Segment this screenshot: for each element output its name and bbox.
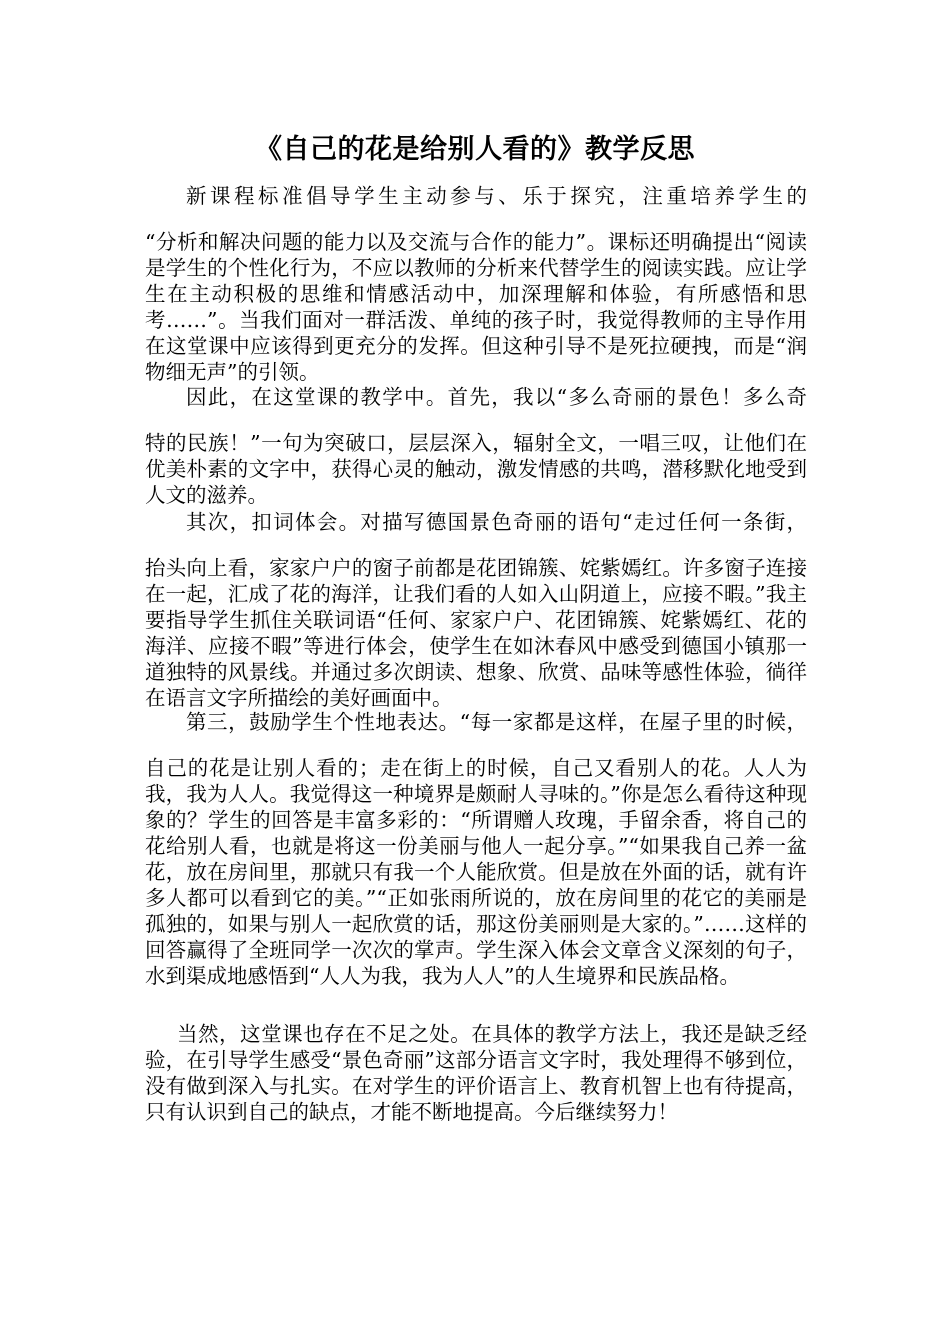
- paragraph-2-body: 特的民族！”一句为突破口，层层深入，辐射全文，一唱三叹，让他们在优美朴素的文字中，获得心灵的触动，激发情感的共鸣，潜移默化地受到人文的滋养。: [145, 431, 807, 507]
- paragraph-1: [145, 183, 807, 385]
- paragraph-1-first-line: 新课程标准倡导学生主动参与、乐于探究，注重培养学生的: [186, 184, 807, 208]
- paragraph-1-body: “分析和解决问题的能力以及交流与合作的能力”。课标还明确提出“阅读是学生的个性化行为，不应以教师的分析来代替学生的阅读实践。应让学生在主动积极的思维和情感活动中，加深理解和体验，有所感悟和思考……”。当我们面对一群活泼、单纯的孩子时，我觉得教师的主导作用在这堂课中应该得到更充分的发挥。但这种引导不是死拉硬拽，而是“润物细无声”的引领。: [145, 230, 807, 384]
- paragraph-4: [145, 709, 807, 989]
- paragraph-3-first-line: 其次，扣词体会。对描写德国景色奇丽的语句“走过任何一条街，: [186, 510, 807, 534]
- paragraph-3: [145, 509, 807, 711]
- paragraph-2-first-line: 因此，在这堂课的教学中。首先，我以“多么奇丽的景色！多么奇: [186, 385, 807, 409]
- paragraph-4-first-line: 第三，鼓励学生个性地表达。“每一家都是这样，在屋子里的时候，: [186, 710, 807, 734]
- paragraph-5: 当然，这堂课也存在不足之处。在具体的教学方法上，我还是缺乏经验，在引导学生感受“景色奇丽”这部分语言文字时，我处理得不够到位，没有做到深入与扎实。在对学生的评价语言上、教育机智上也有待提高，只有认识到自己的缺点，才能不断地提高。今后继续努力！: [145, 1022, 807, 1124]
- paragraph-4-body: 自己的花是让别人看的；走在街上的时候，自己又看别人的花。人人为我，我为人人。我觉得这一种境界是颇耐人寻味的。”你是怎么看待这种现象的？学生的回答是丰富多彩的：“所谓赠人玫瑰，手留余香，将自己的花给别人看，也就是将这一份美丽与他人一起分享。”“如果我自己养一盆花，放在房间里，那就只有我一个人能欣赏。但是放在外面的话，就有许多人都可以看到它的美。”“正如张雨所说的，放在房间里的花它的美丽是孤独的，如果与别人一起欣赏的话，那这份美丽则是大家的。”……这样的回答赢得了全班同学一次次的掌声。学生深入体会文章含义深刻的句子，水到渠成地感悟到“人人为我，我为人人”的人生境界和民族品格。: [145, 756, 807, 988]
- paragraph-3-body: 抬头向上看，家家户户的窗子前都是花团锦簇、姹紫嫣红。许多窗子连接在一起，汇成了花的海洋，让我们看的人如入山阴道上，应接不暇。”我主要指导学生抓住关联词语“任何、家家户户、花团锦簇、姹紫嫣红、花的海洋、应接不暇”等进行体会，使学生在如沐春风中感受到德国小镇那一道独特的风景线。并通过多次朗读、想象、欣赏、品味等感性体验，徜徉在语言文字所描绘的美好画面中。: [145, 556, 807, 710]
- document-title: 《自己的花是给别人看的》教学反思: [255, 134, 695, 165]
- paragraph-2: [145, 384, 807, 508]
